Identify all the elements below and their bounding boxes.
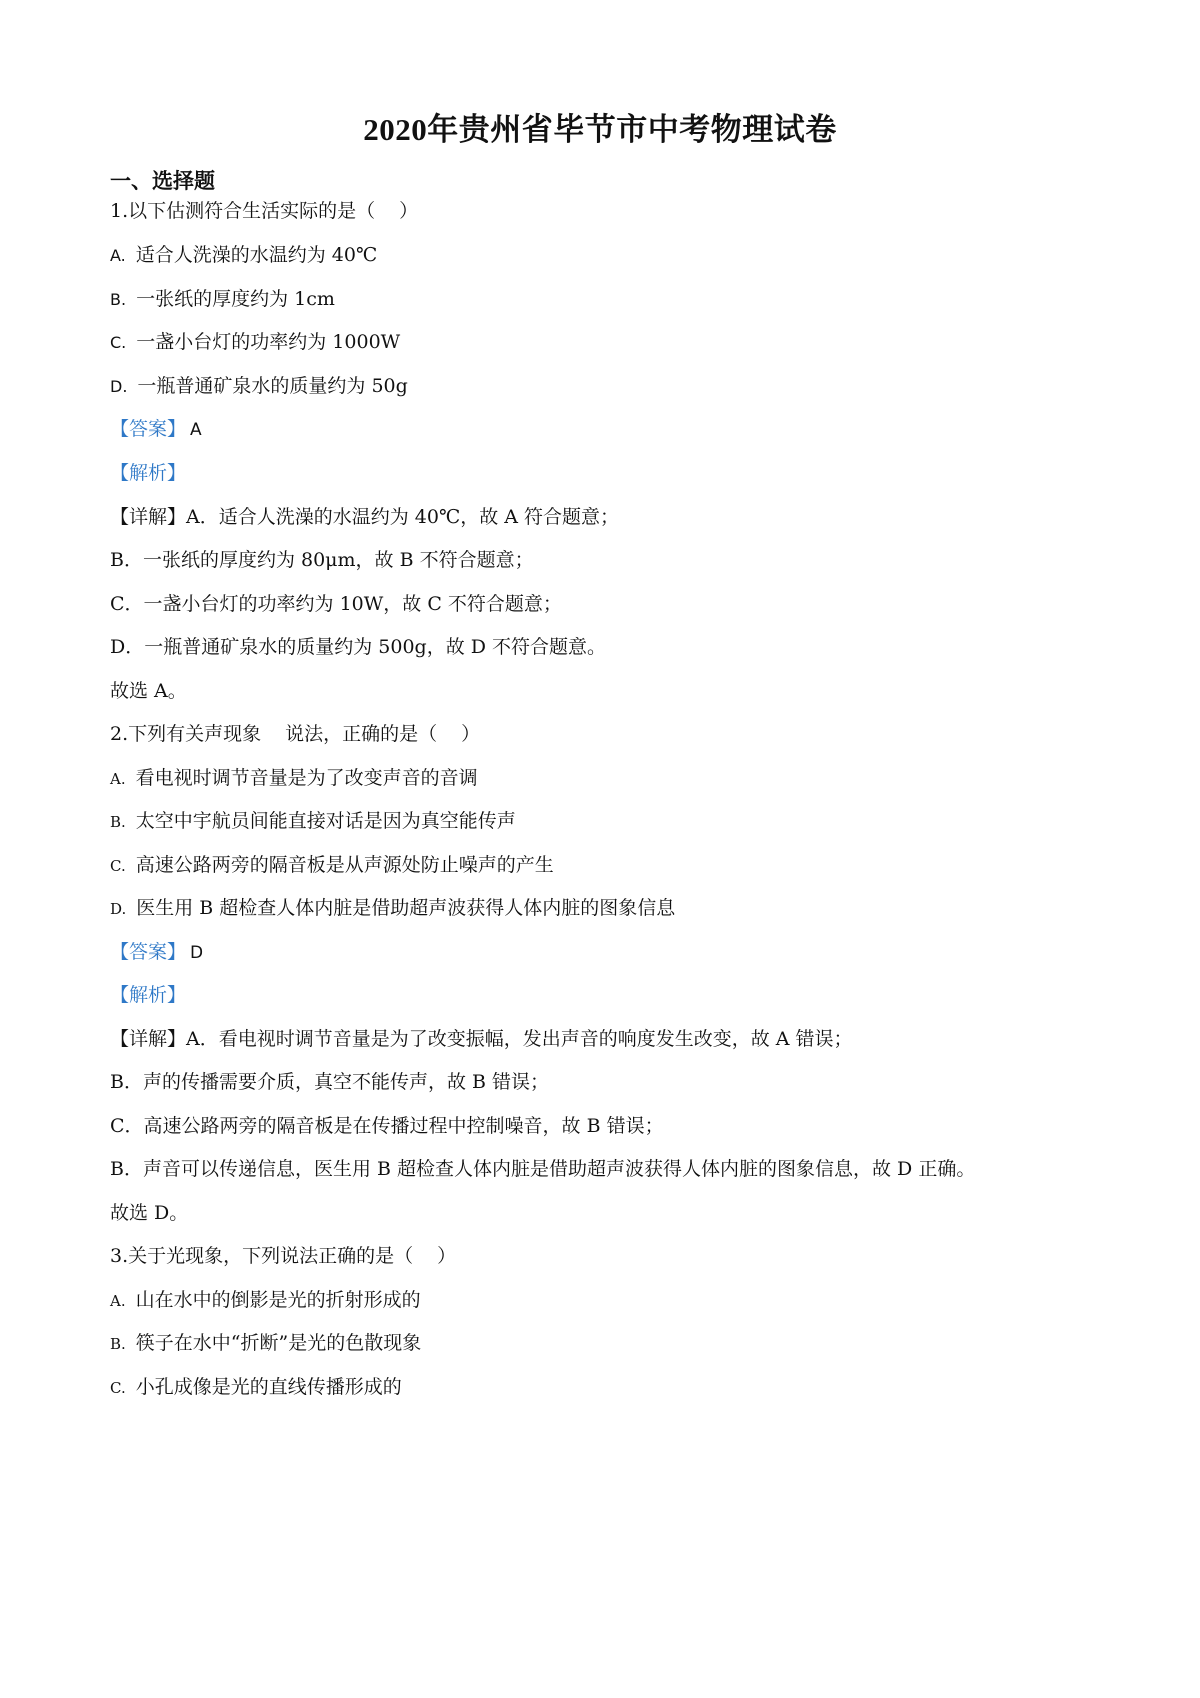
option-text: 看电视时调节音量是为了改变声音的音调 (135, 767, 478, 789)
option-text: 一盏小台灯的功率约为 1000W (136, 331, 401, 353)
question-2-option-d (110, 893, 675, 920)
option-letter: C. (110, 333, 127, 352)
question-3-option-c (110, 1372, 402, 1399)
answer-label: 【答案】 (110, 418, 187, 440)
question-1-detail-3: C．一盏小台灯的功率约为 10W，故 C 不符合题意； (110, 593, 562, 615)
answer-value: A (190, 420, 202, 440)
question-1-conclusion: 故选 A。 (110, 680, 187, 702)
question-2-stem-suffix: ） (461, 723, 481, 745)
option-text: 高速公路两旁的隔音板是从声源处防止噪声的产生 (135, 854, 554, 876)
option-letter: C. (110, 1379, 126, 1397)
option-letter: D. (110, 900, 127, 918)
option-text: 小孔成像是光的直线传播形成的 (135, 1376, 402, 1398)
question-1-option-d (110, 371, 408, 398)
option-text: 一张纸的厚度约为 1cm (136, 288, 335, 310)
option-letter: A. (110, 770, 126, 788)
question-2-detail-1 (110, 1024, 853, 1051)
question-1-detail-2: B．一张纸的厚度约为 80μm，故 B 不符合题意； (110, 549, 534, 571)
question-3-stem-prefix: 3.关于光现象，下列说法正确的是（ (110, 1245, 414, 1267)
option-text: 筷子在水中“折断”是光的色散现象 (135, 1332, 422, 1354)
question-1-answer (110, 414, 202, 441)
detail-label: 【详解】 (110, 1028, 187, 1050)
question-1-option-c (110, 327, 400, 354)
question-1-analysis-label (110, 458, 186, 485)
detail-text: A．看电视时调节音量是为了改变振幅，发出声音的响度发生改变，故 A 错误； (186, 1028, 853, 1050)
question-1-option-a (110, 240, 377, 267)
question-3-stem-suffix: ） (437, 1245, 457, 1267)
question-2-answer (110, 937, 203, 964)
option-letter: C. (110, 857, 126, 875)
question-1-detail-1 (110, 502, 619, 529)
question-1-option-b (110, 284, 335, 311)
question-2-detail-4: B．声音可以传递信息，医生用 B 超检查人体内脏是借助超声波获得人体内脏的图象信息，故 D 正确。 (110, 1158, 976, 1180)
question-3-option-a (110, 1285, 421, 1312)
question-2-option-b (110, 806, 516, 833)
option-letter: B. (110, 1335, 126, 1353)
question-2-option-c (110, 850, 554, 877)
question-1-stem-suffix: ） (399, 200, 419, 222)
page-title: 2020年贵州省毕节市中考物理试卷 (363, 112, 837, 147)
answer-value: D (190, 943, 204, 963)
question-1-stem-prefix: 1.以下估测符合生活实际的是（ (110, 200, 376, 222)
question-2-detail-3: C．高速公路两旁的隔音板是在传播过程中控制噪音，故 B 错误； (110, 1115, 664, 1137)
detail-text: A．适合人洗澡的水温约为 40℃，故 A 符合题意； (186, 506, 620, 528)
question-2-detail-2: B．声的传播需要介质，真空不能传声，故 B 错误； (110, 1071, 550, 1093)
answer-label: 【答案】 (110, 941, 187, 963)
detail-label: 【详解】 (110, 506, 187, 528)
section-heading: 一、选择题 (110, 169, 215, 193)
question-2-analysis-label (110, 980, 186, 1007)
question-3-option-b (110, 1328, 421, 1355)
option-text: 适合人洗澡的水温约为 40℃ (135, 244, 378, 266)
option-text: 山在水中的倒影是光的折射形成的 (135, 1289, 421, 1311)
option-letter: B. (110, 290, 127, 309)
question-1-detail-4: D．一瓶普通矿泉水的质量约为 500g，故 D 不符合题意。 (110, 636, 607, 658)
option-text: 一瓶普通矿泉水的质量约为 50g (137, 375, 408, 397)
question-1-stem (110, 196, 418, 223)
question-2-stem (110, 719, 480, 746)
question-2-stem-middle: 说法，正确的是（ (285, 723, 438, 745)
option-letter: A. (110, 246, 126, 265)
option-text: 太空中宇航员间能直接对话是因为真空能传声 (135, 810, 516, 832)
question-2-option-a (110, 763, 478, 790)
option-text: 医生用 B 超检查人体内脏是借助超声波获得人体内脏的图象信息 (136, 897, 676, 919)
question-2-stem-prefix: 2.下列有关声现象 (110, 723, 262, 745)
option-letter: D. (110, 377, 128, 396)
option-letter: A. (110, 1292, 126, 1310)
option-letter: B. (110, 813, 126, 831)
question-3-stem (110, 1241, 456, 1268)
analysis-label: 【解析】 (110, 462, 187, 484)
question-2-conclusion: 故选 D。 (110, 1202, 189, 1224)
analysis-label: 【解析】 (110, 984, 187, 1006)
